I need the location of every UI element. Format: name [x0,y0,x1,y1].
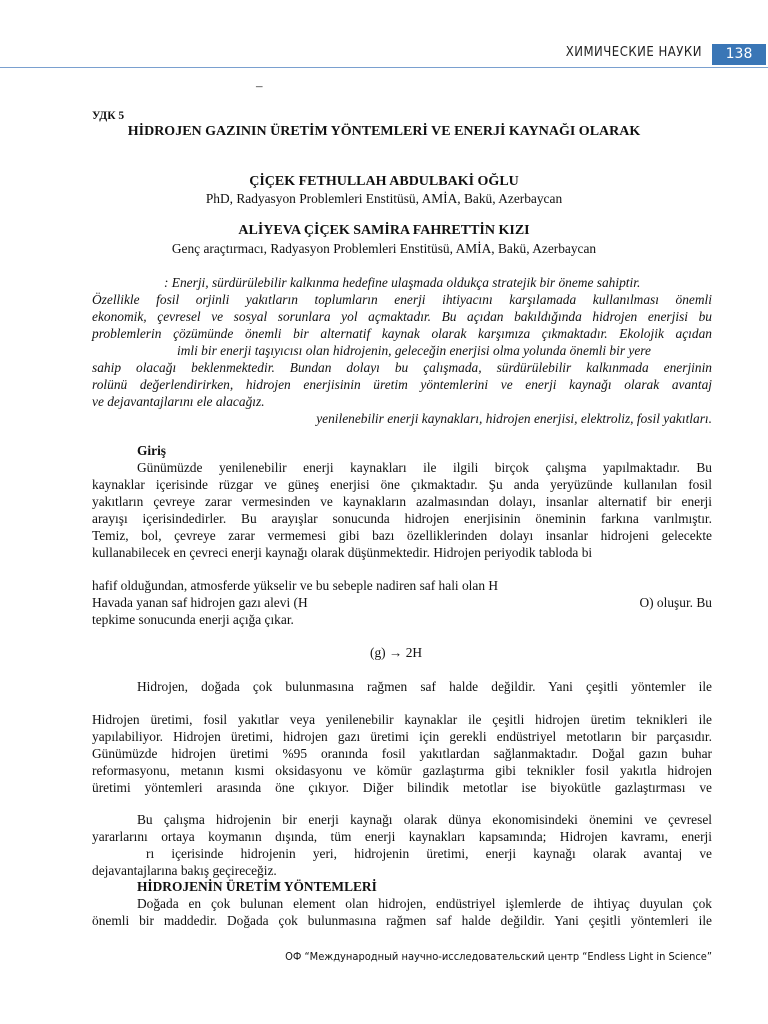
author-name-2: ALİYEVA ÇİÇEK SAMİRA FAHRETTİN KIZI [238,223,530,238]
paragraph-line: Hidrojen üretimi, fosil yakıtlar veya yenilenebilir kaynaklar ile çeşitli hidrojen üretim teknikleri ile [92,712,712,727]
paragraph-line: hafif olduğundan, atmosferde yükselir ve bu sebeple nadiren saf hali olan H [92,578,499,593]
article-title: HİDROJEN GAZININ ÜRETİM YÖNTEMLERİ VE ENERJİ KAYNAĞI OLARAK [127,124,641,139]
page-number-badge: 138 [712,44,766,65]
paragraph-line: O) oluşur. Bu [639,595,712,610]
paragraph-line: dejavantajlarına bakış geçireceğiz. [92,863,277,878]
paragraph-line: reformasyonu, metanın kısmi oksidasyonu ve kömür gazlaştırma gibi teknikler fosil yakıtla hidrojen [92,763,712,778]
abstract-line: problemlerin çözümünde önemli bir alternatif kaynak olarak karşımıza çıkmaktadır. Ekolojik açıdan [92,326,712,341]
paragraph-line: Temiz, bol, çevreye zarar vermemesi gibi bazı özelliklerinden dolayı insanlar hidrojeni gelecekte [92,528,712,543]
paragraph-line: rı içerisinde hidrojenin yeri, hidrojenin üretimi, enerji kaynağı olarak avantaj ve [146,846,712,861]
abstract-line: rolünü değerlendirirken, hidrojen enerjisinin üretim yöntemlerini ve enerji kaynağı olarak avantaj [92,377,712,392]
paragraph-line: Günümüzde hidrojen üretimi %95 oranında fosil yakıtlardan sağlanmaktadır. Doğal gazın buhar [92,746,712,761]
journal-section-title: ХИМИЧЕСКИЕ НАУКИ [565,45,702,60]
section-heading: HİDROJENİN ÜRETİM YÖNTEMLERİ [137,879,377,894]
paragraph-line: yararlarını ortaya koymanın dışında, tüm enerji kaynakları kapsamında; Hidrojen kavramı, enerji [92,829,712,844]
paragraph-line: yakıtların çevreye zarar vermesinden ve kaynakların azalmasından dolayı, insanlar alternatif bir enerji [92,494,712,509]
paragraph-line: Bu çalışma hidrojenin bir enerji kaynağı olarak dünya ekonomisindeki önemini ve çevresel [137,812,712,827]
abstract-line: sahip olacağı beklenmektedir. Bundan dolayı bu çalışmada, sürdürülebilir kalkınmada enerjinin [92,360,712,375]
paragraph-line: arayışı içerisindedirler. Bu arayışlar sonucunda hidrojen enerjisinin öneminin farkına varılmıştır. [92,511,712,526]
author-affiliation-2: Genç araçtırmacı, Radyasyon Problemleri Enstitüsü, AMİA, Bakü, Azerbaycan [171,241,597,256]
paragraph-line: Havada yanan saf hidrojen gazı alevi (H [92,595,308,610]
abstract-line: imli bir enerji taşıyıcısı olan hidrojenin, geleceğin enerjisi olma yolunda önemli bir yere [177,343,651,358]
footer-publisher: ОФ “Международный научно-исследовательский центр “Endless Light in Science” [285,950,712,963]
paragraph-line: Hidrojen, doğada çok bulunmasına rağmen saf halde değildir. Yani çeşitli yöntemler ile [137,679,712,694]
paragraph-line: kaynaklar içerisinde rüzgar ve güneş enerjisi öne çıkmaktadır. Şu anda yeryüzünde kullanılan fosil [92,477,712,492]
udk-code: УДК 5 [92,110,125,122]
paragraph-line: kullanabilecek en çevreci enerji kaynağı olarak düşünmektedir. Hidrojen periyodik tabloda bi [92,545,593,560]
abstract-line: ve dejavantajlarını ele alacağız. [92,394,265,409]
paragraph-line: tepkime sonucunda enerji açığa çıkar. [92,612,294,627]
keywords-line: yenilenebilir enerji kaynakları, hidrojen enerjisi, elektroliz, fosil yakıtları. [316,411,712,426]
dash-mark: – [256,78,263,93]
author-name-1: ÇİÇEK FETHULLAH ABDULBAKİ OĞLU [249,174,519,189]
paragraph-line: Günümüzde yenilenebilir enerji kaynakları ile ilgili birçok çalışma yapılmaktadır. Bu [137,460,712,475]
paragraph-line: Doğada en çok bulunan element olan hidrojen, endüstriyel işlemlerde de ihtiyaç duyulan çok [137,896,712,911]
chemical-equation: (g) → 2H [370,645,423,660]
abstract-line: Özellikle fosil orjinli yakıtların toplumların enerji ihtiyacını karşılamada kullanılması önemli [92,292,712,307]
abstract-line: : Enerji, sürdürülebilir kalkınma hedefine ulaşmada oldukça stratejik bir öneme sahiptir. [164,275,641,290]
header-divider [0,67,768,68]
intro-heading: Giriş [137,443,167,458]
abstract-line: ekonomik, çevresel ve sosyal sorunlara yol açmaktadır. Bu açıdan bakıldığında hidrojen enerjisi bu [92,309,712,324]
paragraph-line: yapılabiliyor. Hidrojen üretimi, hidrojen gazı üretimi için gerekli endüstriyel metotların bir parçasıdır. [92,729,712,744]
author-affiliation-1: PhD, Radyasyon Problemleri Enstitüsü, AMİA, Bakü, Azerbaycan [205,191,563,206]
paragraph-line: önemli bir maddedir. Doğada çok bulunmasına rağmen saf halde değildir. Yani çeşitli yöntemleri ile [92,913,712,928]
paragraph-line: üretimi yöntemleri arasında öne çıkıyor. Diğer bilindik metotlar ise biyokütle gazlaştırması ve [92,780,712,795]
